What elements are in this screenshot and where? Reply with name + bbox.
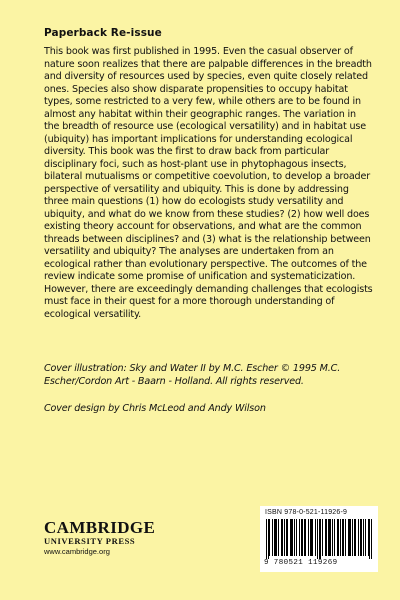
cover-design-credit: Cover design by Chris McLeod and Andy Wilson [44,403,266,414]
book-description: This book was first published in 1995. Even the casual observer of nature soon realizes that there are palpable differences in the breadth and diversity of resources used by species, even quite closely related ones. Species also show disparate propensities to occupy habitat types, some restricted to a very few, while others are to be found in almost any habitat within their geographic ranges. The variation in the breadth of resource use (ecological versatility) and in habitat use (ubiquity) has important implications for understanding ecological diversity. This book was the first to draw back from particular disciplinary foci, such as host-plant use in phytophagous insects, bilateral mutualisms or competitive coevolution, to develop a broader perspective of versatility and ubiquity. This is done by addressing three main questions (1) how do ecologists study versatility and ubiquity, and what do we know from these studies? (2) how well does existing theory account for observations, and what are the common threads between disciplines? and (3) what is the relationship between versatility and ubiquity? The analyses are undertaken from an ecological rather than evolutionary perspective. The outcomes of the review indicate some promise of unification and systematicization. However, there are exceedingly demanding challenges that ecologists must face in their quest for a more thorough understanding of ecological versatility. [44,46,373,320]
reissue-heading: Paperback Re-issue [44,27,162,39]
cover-illustration-credit: Cover illustration: Sky and Water II by M.C. Escher © 1995 M.C. Escher/Cordon Art - Baarn - Holland. All rights reserved. [44,363,341,387]
barcode-digits: 9 780521 119269 [264,559,338,567]
publisher-name: CAMBRIDGE [44,518,156,537]
isbn-label: ISBN 978-0-521-11926-9 [265,509,348,516]
publisher-press: UNIVERSITY PRESS [44,536,136,546]
publisher-logo [44,520,184,557]
publisher-url: www.cambridge.org [44,547,110,556]
barcode-panel [260,506,378,572]
barcode-icon [266,519,372,559]
